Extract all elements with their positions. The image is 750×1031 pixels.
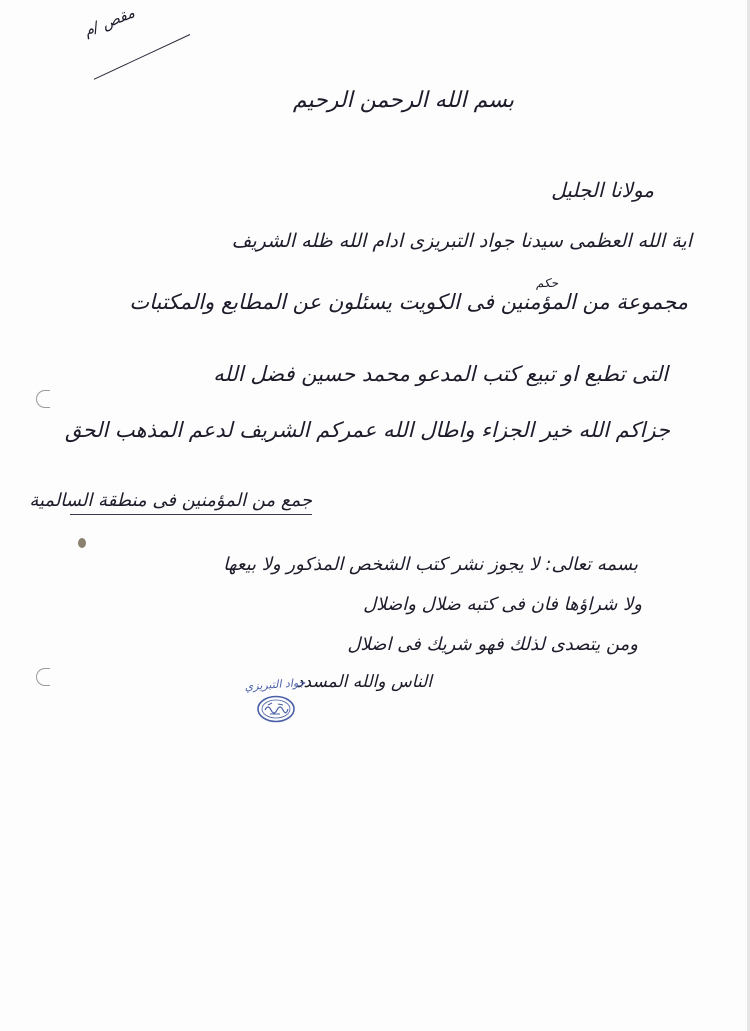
corner-note: مقص /م [81,3,138,40]
question-line-2: التى تطبع او تبيع كتب المدعو محمد حسين فضل الله [213,362,668,386]
addressee-line: اية الله العظمى سيدنا جواد التبريزى ادام الله ظله الشريف [231,230,692,252]
answer-line-1: بسمه تعالى: لا يجوز نشر كتب الشخص المذكور ولا بيعها [223,554,638,575]
seal-signature-name: جواد التبريزي [244,675,306,694]
basmala-heading: بسم الله الرحمن الرحيم [292,88,514,113]
answer-line-2: ولا شراؤها فان فى كتبه ضلال واضلال [363,594,642,615]
salutation: مولانا الجليل [551,178,654,202]
seal-stamp-icon [256,694,296,724]
corner-note-underline [94,34,190,80]
seal-and-signature [240,675,310,730]
question-line-1: مجموعة من المؤمنين فى الكويت يسئلون عن المطابع والمكتبات [129,290,688,314]
answer-line-3: ومن يتصدى لذلك فهو شريك فى اضلال [347,634,638,655]
question-line-3: جزاكم الله خير الجزاء واطال الله عمركم الشريف لدعم المذهب الحق [64,418,670,442]
punch-hole-upper [36,390,50,408]
question-signoff: جمع من المؤمنين فى منطقة السالمية [29,490,312,511]
answer-line-4: الناس والله المسدد [295,672,432,692]
punch-hole-lower [36,668,50,686]
signoff-underline [70,514,312,515]
question-inserted-word: حكم [535,276,558,290]
paper-stain [78,538,86,548]
